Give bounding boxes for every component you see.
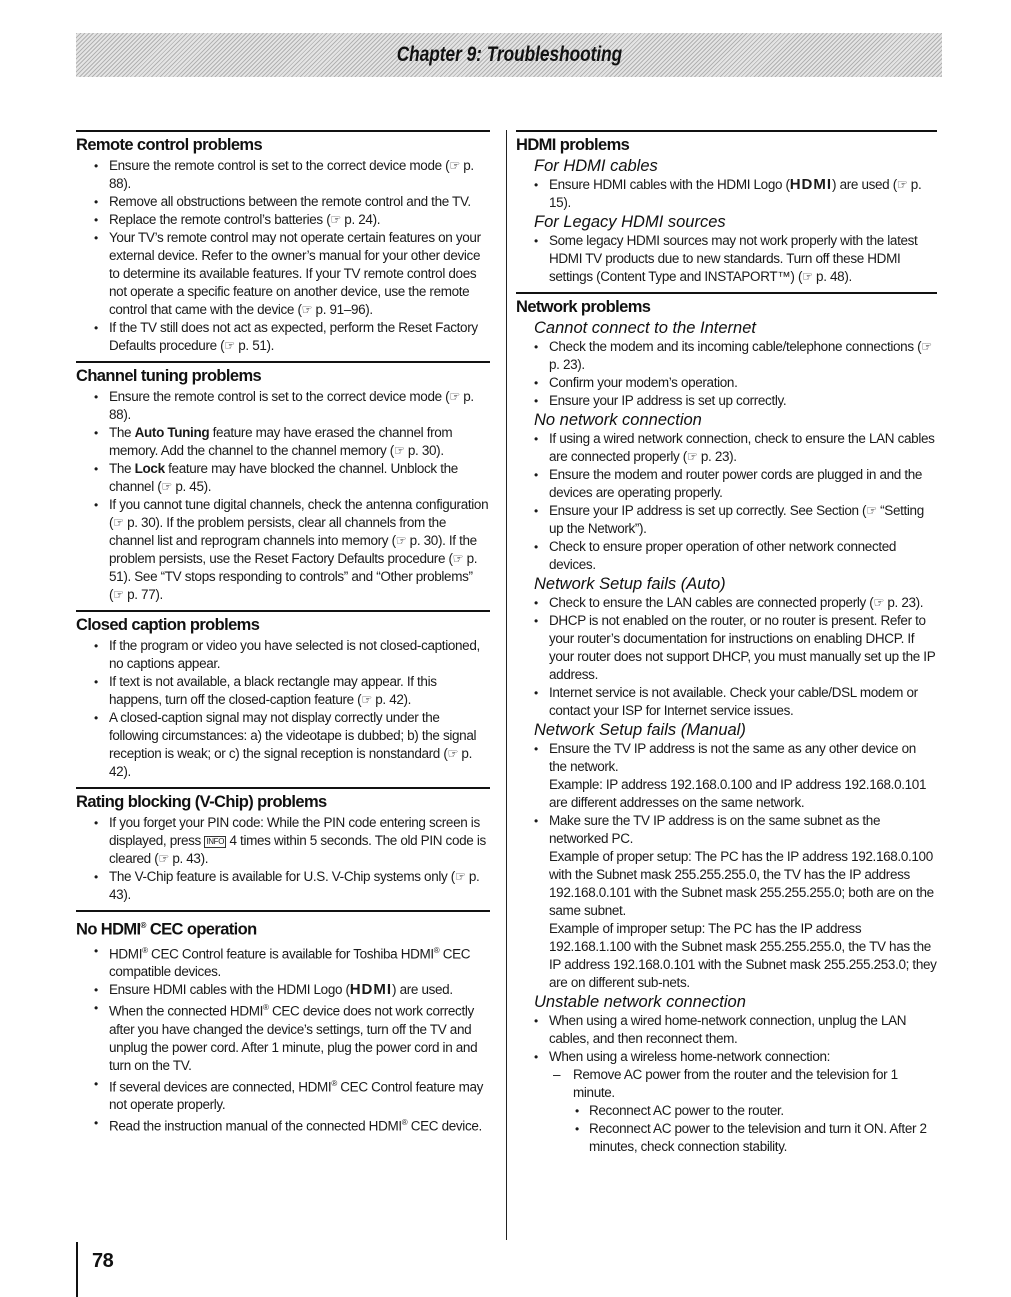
page-number-bar — [76, 1242, 78, 1297]
rating-list — [91, 814, 490, 904]
cec-list — [91, 942, 490, 1136]
example-text: Example: IP address 192.168.0.100 and IP address 192.168.0.101 are different addresses on the same network. — [549, 777, 927, 810]
list-item: • DHCP is not enabled on the router, or no router is present. Refer to your router’s documentation for instructions on enabling DHCP. If your router does not support DHCP, you must manually set up the IP address. — [531, 612, 937, 684]
page-number: 78 — [92, 1250, 114, 1272]
right-column — [516, 130, 937, 1162]
section-title: Closed caption problems — [76, 616, 260, 634]
list-item: • Ensure the remote control is set to the correct device mode (☞ p. 88). — [91, 157, 490, 193]
text: ) are used (☞ p. 15). — [549, 177, 922, 210]
list-item — [531, 176, 937, 212]
list-item: • If using a wired network connection, check to ensure the LAN cables are connected properly (☞ p. 23). — [531, 430, 937, 466]
list-item: • Check to ensure the LAN cables are connected properly (☞ p. 23). — [531, 594, 937, 612]
feature-name: Auto Tuning — [134, 425, 210, 440]
text: If several devices are connected, HDMI — [109, 1079, 332, 1094]
cannot-connect-list — [531, 338, 937, 410]
section-network — [516, 292, 937, 1156]
setup-manual-list — [531, 740, 937, 992]
text: • When using a wireless home-network connection: — [549, 1049, 831, 1064]
section-hdmi-cec — [76, 910, 490, 1136]
registered-mark: ® — [433, 945, 440, 955]
section-hdmi — [516, 130, 937, 286]
text: No HDMI — [76, 920, 141, 939]
subsection-title: No network connection — [534, 411, 702, 429]
list-item — [549, 1066, 937, 1156]
list-item: • Your TV’s remote control may not operate certain features on your external device. Refer to the owner’s manual for your other device to determine its available features. If your TV remote control does not operate a specific feature on another device, use the remote control that came with the device (☞ p. 91–96). — [91, 229, 490, 319]
list-item — [91, 999, 490, 1075]
hdmi-legacy-list — [531, 232, 937, 286]
no-connection-list — [531, 430, 937, 574]
list-item: • Ensure the modem and router power cords are plugged in and the devices are operating properly. — [531, 466, 937, 502]
hdmi-cables-list — [531, 176, 937, 212]
unstable-list — [531, 1012, 937, 1156]
list-item — [91, 1075, 490, 1115]
list-item: • If you cannot tune digital channels, check the antenna configuration (☞ p. 30). If the problem persists, clear all channels from the channel list and reprogram channels into memory (☞ p. 30). If the problem persists, use the Reset Factory Defaults procedure (☞ p. 51). See “TV stops responding to controls” and “Other problems” (☞ p. 77). — [91, 496, 490, 604]
hdmi-logo: HDMI — [349, 981, 393, 998]
text: The — [109, 461, 135, 476]
example-text: Example of improper setup: The PC has the IP address 192.168.1.100 with the Subnet mask 255.255.255.0, the TV has the IP address 192.168.0.101 with the Subnet mask 255.255.253.0; they are on different sub-nets. — [549, 921, 937, 990]
list-item: • Internet service is not available. Check your cable/DSL modem or contact your ISP for Internet service issues. — [531, 684, 937, 720]
text: CEC operation — [145, 920, 257, 939]
remote-list — [91, 157, 490, 355]
registered-mark: ® — [140, 921, 146, 930]
subsection-title: For HDMI cables — [534, 157, 658, 175]
list-item: • Check to ensure proper operation of other network connected devices. — [531, 538, 937, 574]
list-item — [531, 1048, 937, 1156]
example-text: Example of proper setup: The PC has the IP address 192.168.0.100 with the Subnet mask 255.255.255.0, the TV has the IP address 192.168.0.101 with the Subnet mask 255.255.255.0; both are on the same subnet. — [549, 849, 934, 918]
text: The — [109, 425, 135, 440]
list-item: • If the TV still does not act as expected, perform the Reset Factory Defaults procedure (☞ p. 51). — [91, 319, 490, 355]
text: CEC device. — [407, 1118, 482, 1134]
text: CEC Control feature is available for Toshiba HDMI — [147, 946, 434, 961]
info-button-icon: INFO — [206, 837, 225, 846]
list-item: • Reconnect AC power to the router. — [573, 1102, 937, 1120]
hdmi-logo: HDMI — [789, 176, 833, 193]
text: Ensure HDMI cables with the HDMI Logo ( — [109, 982, 350, 997]
list-item: • A closed-caption signal may not display correctly under the following circumstances: a) the videotape is dubbed; b) the signal reception is weak; or c) the signal reception is nonstandard (☞ p. 42). — [91, 709, 490, 781]
section-title: Remote control problems — [76, 136, 263, 154]
list-item — [91, 424, 490, 460]
text: CEC Control feature may not operate properly. — [109, 1079, 484, 1112]
registered-mark: ® — [331, 1078, 337, 1088]
section-title: Channel tuning problems — [76, 367, 262, 385]
list-item: • Confirm your modem’s operation. — [531, 374, 937, 392]
subsection-title: Cannot connect to the Internet — [534, 319, 756, 337]
closed-caption-list — [91, 637, 490, 781]
section-channel-tuning — [76, 361, 490, 604]
chapter-title: Chapter 9: Troubleshooting — [396, 43, 622, 66]
section-title — [76, 916, 490, 940]
list-item: • Ensure your IP address is set up correctly. — [531, 392, 937, 410]
registered-mark: ® — [263, 1003, 269, 1012]
column-divider — [506, 130, 507, 1240]
section-title: Network problems — [516, 298, 651, 316]
text: HDMI — [109, 946, 143, 961]
registered-mark: ® — [142, 945, 148, 955]
text: 4 times within 5 seconds. The old PIN code is cleared (☞ p. 43). — [109, 833, 486, 866]
list-item: • When using a wired home-network connection, unplug the LAN cables, and then reconnect them. — [531, 1012, 937, 1048]
text: • Make sure the TV IP address is on the same subnet as the networked PC. — [549, 813, 881, 846]
subsection-title: Unstable network connection — [534, 993, 746, 1011]
section-title: Rating blocking (V-Chip) problems — [76, 793, 327, 811]
text: When the connected HDMI — [109, 1003, 264, 1019]
section-rating-blocking — [76, 787, 490, 904]
list-item — [91, 942, 490, 982]
list-item: • Replace the remote control’s batteries (☞ p. 24). — [91, 211, 490, 229]
registered-mark: ® — [401, 1118, 408, 1127]
setup-auto-list — [531, 594, 937, 720]
subsection-title: Network Setup fails (Manual) — [534, 721, 746, 739]
list-item: • Reconnect AC power to the television and turn it ON. After 2 minutes, check connection stability. — [573, 1120, 937, 1156]
list-item — [91, 1114, 490, 1136]
section-title: HDMI problems — [516, 136, 630, 154]
list-item: • If text is not available, a black rectangle may appear. If this happens, turn off the closed-caption feature (☞ p. 42). — [91, 673, 490, 709]
list-item — [91, 814, 490, 868]
text: Read the instruction manual of the connected HDMI — [109, 1118, 402, 1134]
nested-list — [573, 1102, 937, 1156]
text: Ensure HDMI cables with the HDMI Logo ( — [549, 177, 790, 192]
text: • Ensure the TV IP address is not the same as any other device on the network. — [549, 741, 916, 774]
section-remote-control — [76, 130, 490, 355]
list-item — [91, 460, 490, 496]
list-item — [531, 740, 937, 812]
left-column — [76, 130, 490, 1142]
dash-list — [549, 1066, 937, 1156]
text: ) are used. — [392, 982, 453, 997]
text: If you forget your PIN code: While the PIN code entering screen is displayed, press — [109, 815, 480, 848]
text: CEC compatible devices. — [109, 946, 471, 979]
subsection-title: Network Setup fails (Auto) — [534, 575, 726, 593]
list-item: • If the program or video you have selected is not closed-captioned, no captions appear. — [91, 637, 490, 673]
chapter-banner — [76, 33, 942, 77]
list-item: • Some legacy HDMI sources may not work properly with the latest HDMI TV products due to new standards. Turn off these HDMI settings (Content Type and INSTAPORT™) (☞ p. 48). — [531, 232, 937, 286]
list-item: • The V-Chip feature is available for U.S. V-Chip systems only (☞ p. 43). — [91, 868, 490, 904]
text: – Remove AC power from the router and the television for 1 minute. — [573, 1067, 898, 1100]
section-closed-caption — [76, 610, 490, 781]
list-item: • Remove all obstructions between the remote control and the TV. — [91, 193, 490, 211]
list-item: • Check the modem and its incoming cable/telephone connections (☞ p. 23). — [531, 338, 937, 374]
text: CEC device does not work correctly after you have changed the device’s settings, turn off the TV and unplug the power cord. After 1 minute, plug the power cord in and turn on the TV. — [109, 1003, 478, 1073]
list-item — [91, 981, 490, 999]
list-item: • Ensure the remote control is set to the correct device mode (☞ p. 88). — [91, 388, 490, 424]
list-item: • Ensure your IP address is set up correctly. See Section (☞ “Setting up the Network”). — [531, 502, 937, 538]
text: feature may have erased the channel from memory. Add the channel to the channel memory (☞ p. 30). — [109, 425, 453, 458]
channel-list — [91, 388, 490, 604]
list-item — [531, 812, 937, 992]
feature-name: Lock — [134, 461, 165, 476]
subsection-title: For Legacy HDMI sources — [534, 213, 726, 231]
text: feature may have blocked the channel. Unblock the channel (☞ p. 45). — [109, 461, 458, 494]
